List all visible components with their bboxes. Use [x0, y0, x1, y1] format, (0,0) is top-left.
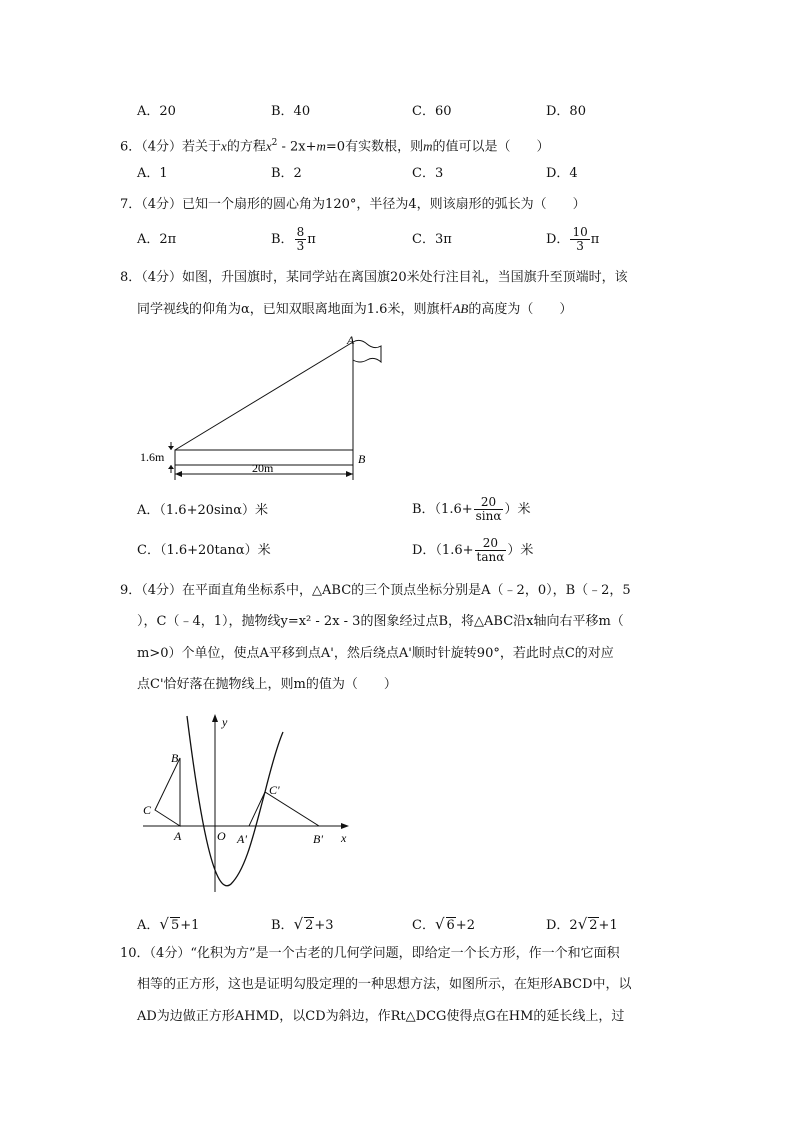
q8-label-b: B	[358, 452, 366, 466]
q8-label-distance: 20m	[252, 461, 274, 475]
q5-option-c: C．60	[412, 104, 452, 119]
q6-option-d: D．4	[546, 166, 578, 181]
q9-option-d	[546, 916, 618, 934]
q6-var-m: m	[423, 138, 433, 154]
q8-stem-line1: 8．（4分）如图，升国旗时，某同学站在离国旗20米处行注目礼，当国旗升至顶端时，该	[120, 270, 628, 285]
q9-label-x: x	[341, 831, 347, 845]
q9-b-post: +3	[314, 918, 334, 933]
q8-line2-post: 的高度为（ ）	[468, 302, 573, 317]
q5-option-a: A．20	[137, 104, 176, 119]
q8-line2-pre: 同学视线的仰角为α，已知双眼离地面为1.6米，则旗杆	[137, 302, 453, 317]
q7-stem: 7．（4分）已知一个扇形的圆心角为120°，半径为4，则该扇形的弧长为（ ）	[120, 197, 586, 212]
q9-triangle-a2b2c2	[249, 792, 319, 826]
q9-label-c-prime: C'	[269, 783, 280, 797]
q9-x-arrow	[341, 823, 349, 829]
q8-option-d	[412, 535, 533, 567]
q6-stem-post: 的值可以是（ ）	[432, 139, 550, 155]
q5-option-b: B．40	[271, 104, 311, 119]
q9-label-y: y	[222, 715, 228, 729]
q8-d-num: 20	[475, 537, 507, 551]
q8-var-ab: AB	[452, 301, 469, 316]
q9-option-a	[137, 916, 199, 934]
q6-var-x: x	[221, 138, 227, 154]
q7-d-num: 10	[572, 225, 588, 239]
q6-stem-pre: 6．（4分）若关于	[120, 139, 222, 155]
q5-option-d: D．80	[546, 104, 586, 119]
q6-stem	[120, 135, 549, 155]
q6-eq-m: m	[316, 138, 326, 154]
q7-option-b	[271, 224, 316, 256]
q9-label-b: B	[171, 751, 179, 765]
q9-coordinate-figure	[135, 708, 365, 900]
q8-label-a: A	[347, 333, 355, 347]
q9-label-a: A	[174, 829, 182, 843]
q7-b-den: 3	[296, 239, 305, 253]
q10-stem-line3: AD为边做正方形AHMD，以CD为斜边，作Rt△DCG使得点G在HM的延长线上，过	[137, 1009, 625, 1024]
q8-b-num: 20	[474, 496, 504, 510]
q8-arrowhead-bottom	[168, 465, 174, 469]
q8-b-pre: B．（1.6+	[412, 502, 473, 517]
q6-eq-exp: 2	[271, 138, 278, 148]
q8-arrowhead-left	[175, 471, 182, 477]
q9-option-b	[271, 916, 334, 934]
radical-sign-icon: √	[434, 915, 445, 933]
q9-stem-line1: 9．（4分）在平面直角坐标系中，△ABC的三个顶点坐标分别是A（﹣2，0），B（﹣2，5	[120, 583, 631, 598]
q6-eq-end: =0有实数根，则	[325, 139, 424, 155]
q6-eq-rest: - 2x+	[277, 139, 317, 155]
q6-option-b: B．2	[271, 166, 302, 181]
q7-option-c: C．3π	[412, 232, 452, 247]
q9-a-post: +1	[180, 918, 200, 933]
q9-stem-line2: ），C（﹣4，1），抛物线y=x² - 2x - 3的图象经过点B，将△ABC沿x轴向右平移m（	[137, 614, 624, 629]
q9-b-radicand: 2	[305, 918, 314, 933]
q7-b-fraction	[295, 226, 307, 253]
q8-stem-line2	[137, 301, 572, 318]
q7-d-pi: π	[590, 232, 600, 247]
radical-sign-icon: √	[577, 915, 588, 933]
q7-option-d	[546, 224, 599, 256]
q6-stem-mid: 的方程	[226, 139, 266, 155]
q8-option-b	[412, 494, 530, 526]
q10-stem-line2: 相等的正方形，这也是证明勾股定理的一种思想方法，如图所示，在矩形ABCD中，以	[137, 977, 632, 992]
q10-stem-line1: 10．（4分）“化积为方”是一个古老的几何学问题，即给定一个长方形，作一个和它面积	[120, 946, 620, 961]
q9-b-label: B．	[271, 918, 294, 933]
q9-option-c	[412, 916, 475, 934]
q8-flag	[353, 340, 381, 362]
radical-sign-icon: √	[293, 915, 304, 933]
q9-c-radicand: 6	[446, 918, 455, 933]
q8-arrowhead-top	[168, 446, 174, 450]
q6-eq-x: x	[265, 138, 272, 154]
q8-flagpole-figure	[135, 330, 395, 480]
q9-a-label: A．	[137, 918, 160, 933]
q9-a-radicand: 5	[170, 918, 180, 933]
q9-label-a-prime: A'	[237, 832, 247, 846]
q6-option-a: A．1	[137, 166, 168, 181]
radical-sign-icon: √	[159, 915, 169, 933]
q9-triangle-abc	[155, 758, 180, 826]
q7-b-pi: π	[307, 232, 316, 247]
q8-option-a: A．（1.6+20sinα）米	[137, 503, 268, 518]
q9-label-c: C	[143, 803, 152, 817]
q9-c-post: +2	[455, 918, 475, 933]
q8-d-den: tanα	[476, 550, 505, 564]
q8-d-post: ）米	[507, 543, 534, 558]
q9-y-arrow	[212, 714, 218, 722]
q8-option-c: C．（1.6+20tanα）米	[137, 543, 271, 558]
q8-d-fraction	[475, 537, 507, 564]
q9-stem-line4: 点C'恰好落在抛物线上，则m的值为（ ）	[137, 677, 397, 692]
q9-label-b-prime: B'	[313, 832, 323, 846]
q7-option-a: A．2π	[137, 232, 177, 247]
q7-b-label: B．	[271, 232, 294, 247]
q9-stem-line3: m>0）个单位，使点A平移到点A'，然后绕点A'顺时针旋转90°，若此时点C的对应	[137, 646, 614, 661]
q7-d-den: 3	[576, 239, 584, 253]
q9-d-post: +1	[598, 918, 618, 933]
q9-d-label: D．2	[546, 918, 578, 933]
q8-arrowhead-right	[346, 471, 353, 477]
q8-b-fraction	[474, 496, 504, 523]
q8-b-post: ）米	[504, 502, 531, 517]
q9-c-label: C．	[412, 918, 435, 933]
q6-option-c: C．3	[412, 166, 444, 181]
q7-d-label: D．	[546, 232, 570, 247]
q8-sight-line	[175, 342, 353, 450]
q8-d-pre: D．（1.6+	[412, 543, 474, 558]
q9-parabola	[187, 716, 283, 886]
q9-d-radicand: 2	[589, 918, 598, 933]
q7-b-num: 8	[296, 225, 305, 239]
q8-b-den: sinα	[475, 509, 502, 523]
q7-d-fraction	[570, 226, 589, 253]
q9-label-o: O	[217, 829, 226, 843]
q8-label-height: 1.6m	[140, 450, 165, 464]
